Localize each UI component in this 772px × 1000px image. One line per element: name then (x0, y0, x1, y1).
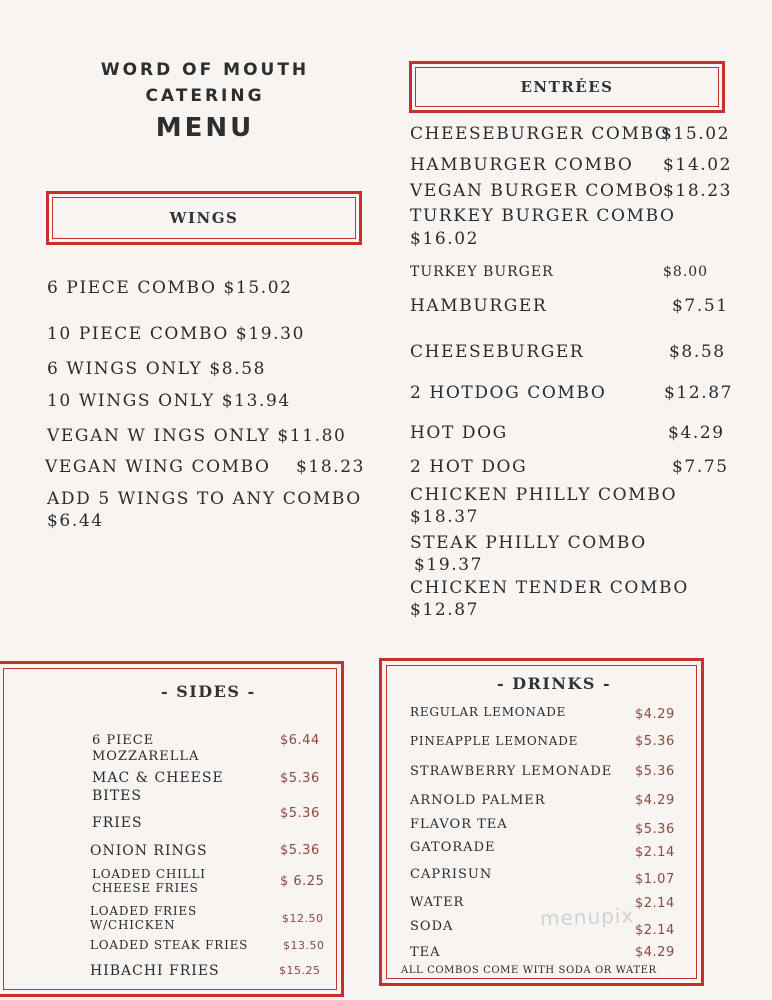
drink-price: $5.36 (635, 822, 675, 837)
entree-price: $12.87 (410, 600, 480, 620)
page-title: MENU (155, 113, 255, 143)
side-name-line-1: LOADED FRIES (90, 904, 197, 918)
entree-name: VEGAN BURGER COMBO (410, 181, 665, 201)
drink-price: $2.14 (635, 845, 675, 860)
entree-name: 2 HOT DOG (410, 457, 528, 477)
drink-name: SODA (410, 919, 454, 934)
entree-name: TURKEY BURGER (410, 264, 554, 280)
drink-price: $5.36 (635, 764, 675, 779)
drink-name: FLAVOR TEA (410, 817, 508, 832)
side-name-line-1: HIBACHI FRIES (90, 963, 220, 979)
drink-name: WATER (410, 895, 465, 910)
entree-price: $18.23 (663, 181, 733, 201)
drink-price: $4.29 (635, 945, 675, 960)
wings-item: 6 PIECE COMBO $15.02 (47, 278, 293, 298)
drink-price: $5.36 (635, 734, 675, 749)
side-name-line-2: MOZZARELLA (92, 749, 200, 764)
drink-name: PINEAPPLE LEMONADE (410, 734, 579, 748)
wings-item: 6 WINGS ONLY $8.58 (47, 359, 267, 379)
entree-name: CHEESEBURGER COMBO (410, 124, 671, 144)
wings-header-title: WINGS (52, 197, 356, 239)
side-name-line-1: 6 PIECE (92, 733, 155, 748)
menupix-watermark: menupix (539, 903, 635, 931)
entree-name: TURKEY BURGER COMBO (410, 206, 676, 226)
side-price: $5.36 (280, 771, 320, 786)
side-name-line-2: W/CHICKEN (90, 918, 176, 932)
side-name-line-1: FRIES (92, 815, 143, 831)
wings-header-frame (46, 191, 362, 245)
entree-price: $16.02 (410, 229, 480, 249)
side-name-line-1: ONION RINGS (90, 843, 208, 859)
side-price: $5.36 (280, 806, 320, 821)
entree-name: HAMBURGER COMBO (410, 155, 634, 175)
wings-item: VEGAN W INGS ONLY $11.80 (47, 426, 347, 446)
side-price: $5.36 (280, 843, 320, 858)
drink-name: REGULAR LEMONADE (410, 705, 567, 719)
drink-name: GATORADE (410, 840, 496, 855)
drinks-title: - DRINKS - (497, 674, 612, 693)
entree-name: HAMBURGER (410, 296, 548, 316)
drink-name: TEA (410, 945, 441, 960)
side-price: $ 6.25 (280, 874, 325, 889)
entree-name: STEAK PHILLY COMBO (410, 533, 647, 553)
drinks-footnote: ALL COMBOS COME WITH SODA OR WATER (401, 965, 657, 976)
drink-price: $4.29 (635, 793, 675, 808)
brand-name-line-2: CATERING (145, 86, 265, 106)
drink-price: $1.07 (635, 872, 675, 887)
entree-name: CHICKEN TENDER COMBO (410, 578, 689, 598)
side-name-line-2: BITES (92, 788, 142, 804)
brand-name-line-1: WORD OF MOUTH (100, 60, 310, 80)
side-price: $13.50 (283, 939, 325, 952)
entree-name: CHICKEN PHILLY COMBO (410, 485, 678, 505)
entree-name: 2 HOTDOG COMBO (410, 383, 607, 403)
wings-item: VEGAN WING COMBO (45, 457, 271, 477)
entree-price: $8.00 (663, 264, 709, 280)
entree-price: $12.87 (664, 383, 734, 403)
side-name-line-1: MAC & CHEESE (92, 770, 224, 786)
side-price: $15.25 (279, 964, 321, 977)
entree-price: $18.37 (410, 507, 480, 527)
wings-item: ADD 5 WINGS TO ANY COMBO (47, 489, 362, 509)
entrees-header-title: ENTRÉES (415, 67, 719, 107)
entree-name: HOT DOG (410, 423, 508, 443)
entrees-header-frame (409, 61, 725, 113)
sides-title: - SIDES - (161, 682, 256, 701)
drink-price: $2.14 (635, 896, 675, 911)
entree-price: $14.02 (663, 155, 733, 175)
drink-name: STRAWBERRY LEMONADE (410, 764, 613, 779)
entree-price: $7.75 (672, 457, 729, 477)
side-name-line-2: CHEESE FRIES (92, 881, 199, 895)
entree-price: $4.29 (668, 423, 725, 443)
drink-price: $4.29 (635, 707, 675, 722)
entree-price: $8.58 (669, 342, 726, 362)
entree-price: $7.51 (672, 296, 729, 316)
entree-price: $19.37 (414, 555, 484, 575)
side-name-line-1: LOADED CHILLI (92, 867, 206, 881)
side-price: $12.50 (282, 912, 324, 925)
entree-price: $15.02 (661, 124, 731, 144)
drink-name: ARNOLD PALMER (410, 793, 546, 808)
side-name-line-1: LOADED STEAK FRIES (90, 938, 249, 952)
entree-name: CHEESEBURGER (410, 342, 585, 362)
drink-price: $2.14 (635, 923, 675, 938)
wings-item: 10 WINGS ONLY $13.94 (47, 391, 291, 411)
wings-item: 10 PIECE COMBO $19.30 (47, 324, 306, 344)
drink-name: CAPRISUN (410, 867, 493, 882)
wings-item-price: $6.44 (47, 511, 104, 531)
wings-item-price: $18.23 (296, 457, 366, 477)
side-price: $6.44 (280, 733, 320, 748)
